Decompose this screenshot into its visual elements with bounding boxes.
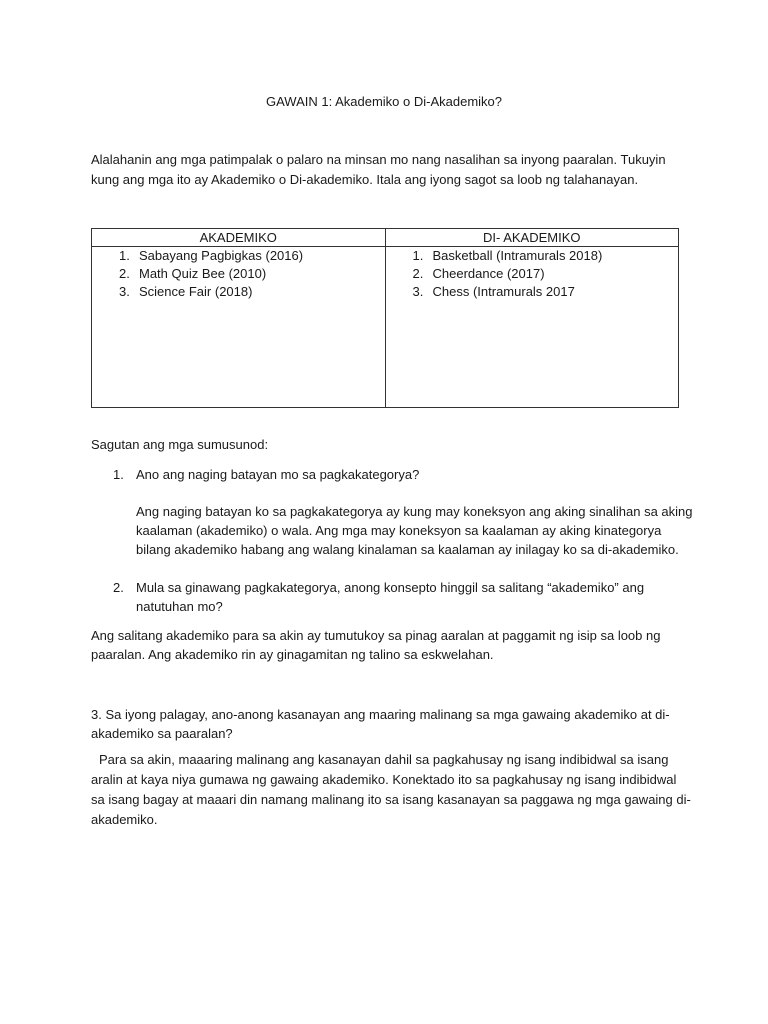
question-text: Ano ang naging batayan mo sa pagkakategorya? [136,467,420,482]
header-di-akademiko: DI- AKADEMIKO [385,229,679,247]
akademiko-cell [92,247,386,408]
item-text: Sabayang Pagbigkas (2016) [139,248,304,263]
item-text: Math Quiz Bee (2010) [139,266,267,281]
list-item [92,247,385,265]
question-2 [113,578,673,616]
section-label: Sagutan ang mga sumusunod: [91,437,269,452]
item-number: 1. [119,248,130,263]
question-number: 2. [113,580,124,595]
item-number: 2. [119,266,130,281]
item-number: 1. [412,248,424,263]
instructions-paragraph: Alalahanin ang mga patimpalak o palaro na minsan mo nang nasalihan sa inyong paaralan. Tukuyin kung ang mga ito ay Akademiko o Di-akademiko. Itala ang iyong sagot sa loob ng talahanayan. [91,152,666,187]
item-number: 3. [412,284,424,299]
category-table [91,228,679,408]
answer-3-text: Para sa akin, maaaring malinang ang kasanayan dahil sa pagkahusay ng isang indibidwal sa isang aralin at kaya niya gumawa ng gawaing akademiko. Konektado ito sa pagkahusay ng isang indibidwal sa isang bagay at maaari din namang malinang ito sa isang kasanayan sa paggawa ng mga gawaing di-akademiko. [91,752,691,827]
question-number: 1. [113,467,124,482]
di-akademiko-list [386,247,679,301]
list-item [92,265,385,283]
list-item [386,265,679,283]
list-item [386,283,679,301]
list-item [92,283,385,301]
list-item [386,247,679,265]
page-title: GAWAIN 1: Akademiko o Di-Akademiko? [265,94,502,109]
item-text: Chess (Intramurals 2017 [432,284,575,299]
akademiko-list [92,247,385,301]
table-body-row [92,247,679,408]
item-text: Basketball (Intramurals 2018) [432,248,603,263]
item-text: Cheerdance (2017) [432,266,545,281]
answer-2: Ang salitang akademiko para sa akin ay tumutukoy sa pinag aaralan at paggamit ng isip sa loob ng paaralan. Ang akademiko rin ay ginagamitan ng talino sa eskwelahan. [91,628,661,662]
header-akademiko: AKADEMIKO [92,229,386,247]
question-1 [113,465,673,484]
item-number: 2. [412,266,424,281]
answer-3 [91,750,691,830]
item-text: Science Fair (2018) [139,284,253,299]
table-header-row [92,229,679,247]
di-akademiko-cell [385,247,679,408]
item-number: 3. [119,284,130,299]
question-text: Mula sa ginawang pagkakategorya, anong konsepto hinggil sa salitang “akademiko” ang natutuhan mo? [136,580,645,614]
answer-1: Ang naging batayan ko sa pagkakategorya ay kung may koneksyon ang aking sinalihan sa aking kaalaman (akademiko) o wala. Ang mga may koneksyon sa kaalaman ay aking kinategorya bilang akademiko habang ang walang kinalaman sa kaalaman ay inilagay ko sa di-akademiko. [136,504,693,557]
question-3: 3. Sa iyong palagay, ano-anong kasanayan ang maaring malinang sa mga gawaing akademiko at di-akademiko sa paaralan? [91,707,670,741]
